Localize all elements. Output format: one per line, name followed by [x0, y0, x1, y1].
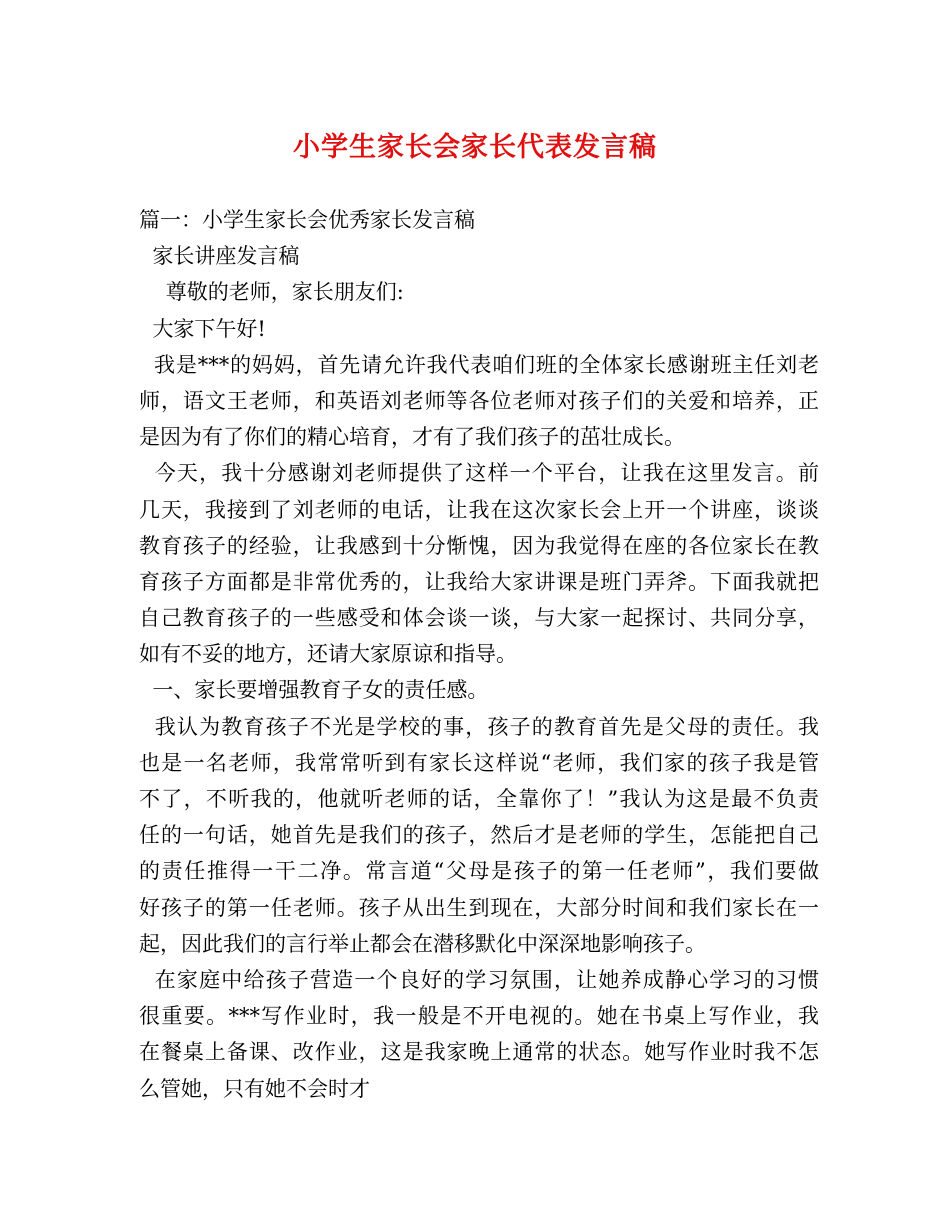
text-line: 自己教育孩子的一些感受和体会谈一谈，与大家一起探讨、共同分享，: [139, 606, 819, 631]
text-line: 几天，我接到了刘老师的电话，让我在这次家长会上开一个讲座，谈谈: [139, 497, 819, 522]
text-line: 我认为教育孩子不光是学校的事，孩子的教育首先是父母的责任。我: [139, 714, 819, 739]
text-line: 家长讲座发言稿: [139, 244, 300, 269]
text-line: 也是一名老师，我常常听到有家长这样说“老师，我们家的孩子我是管: [139, 750, 819, 775]
document-body: [139, 202, 819, 1107]
text-line: 教育孩子的经验，让我感到十分惭愧，因为我觉得在座的各位家长在教: [139, 533, 819, 558]
text-line: 起，因此我们的言行举止都会在潜移默化中深深地影响孩子。: [139, 931, 706, 956]
text-line: 育孩子方面都是非常优秀的，让我给大家讲课是班门弄斧。下面我就把: [139, 569, 819, 594]
text-line: 很重要。***写作业时，我一般是不开电视的。她在书桌上写作业，我: [139, 1004, 819, 1029]
text-line: 一、家长要增强教育子女的责任感。: [139, 678, 489, 703]
text-line: 尊敬的老师，家长朋友们:: [139, 280, 404, 305]
text-line: 好孩子的第一任老师。孩子从出生到现在，大部分时间和我们家长在一: [139, 895, 819, 920]
text-line: 篇一：小学生家长会优秀家长发言稿: [139, 208, 475, 232]
document-title: 小学生家长会家长代表发言稿: [293, 132, 657, 163]
text-line: 如有不妥的地方，还请大家原谅和指导。: [139, 642, 517, 667]
text-line: 在餐桌上备课、改作业，这是我家晚上通常的状态。她写作业时我不怎: [139, 1040, 819, 1065]
text-line: 在家庭中给孩子营造一个良好的学习氛围，让她养成静心学习的习惯: [139, 967, 819, 992]
text-line: 今天，我十分感谢刘老师提供了这样一个平台，让我在这里发言。前: [139, 461, 819, 486]
text-line: 的责任推得一干二净。常言道“父母是孩子的第一任老师”，我们要做: [139, 859, 819, 884]
text-line: 任的一句话，她首先是我们的孩子，然后才是老师的学生，怎能把自己: [139, 823, 819, 848]
text-line: 大家下午好!: [139, 316, 266, 341]
text-line: 么管她，只有她不会时才: [139, 1076, 370, 1101]
text-line: 我是***的妈妈，首先请允许我代表咱们班的全体家长感谢班主任刘老: [139, 352, 819, 377]
text-line: 师，语文王老师，和英语刘老师等各位老师对孩子们的关爱和培养，正: [139, 388, 819, 413]
text-line: 不了，不听我的，他就听老师的话，全靠你了！”我认为这是最不负责: [139, 787, 819, 811]
text-line: 是因为有了你们的精心培育，才有了我们孩子的茁壮成长。: [139, 425, 685, 450]
